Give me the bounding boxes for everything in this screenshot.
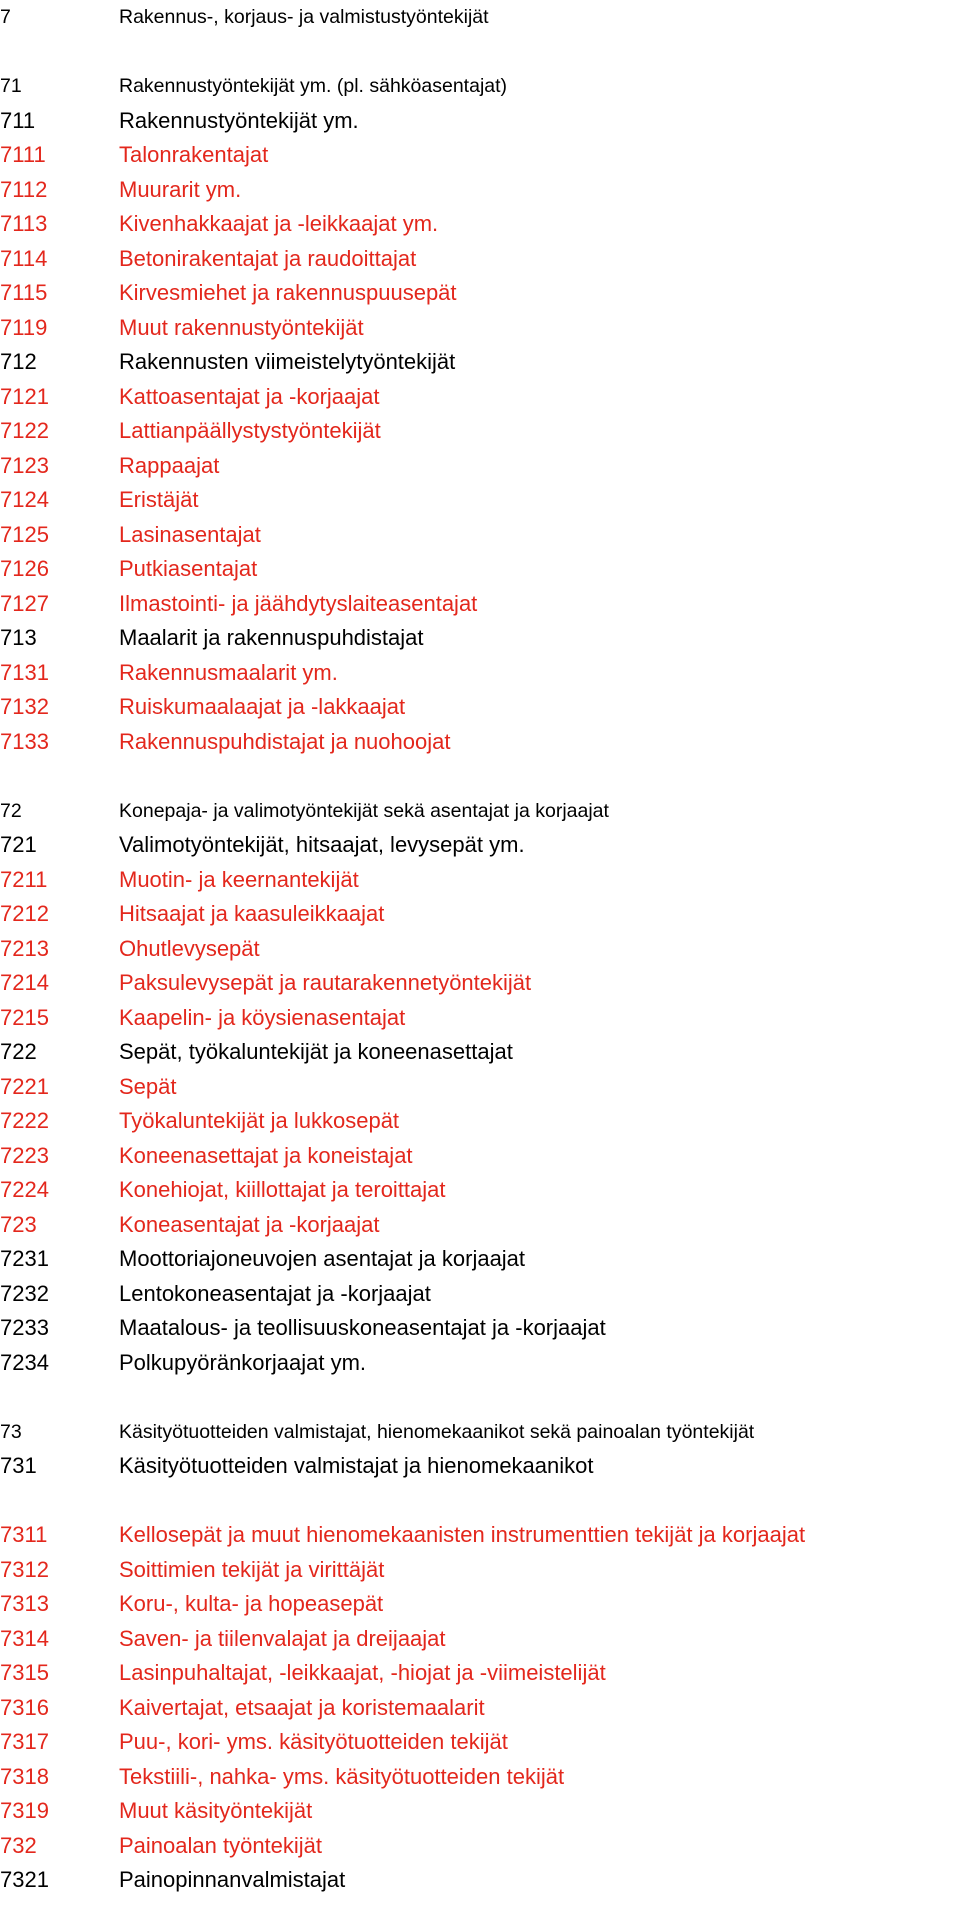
- list-item: [0, 1449, 960, 1483]
- occupation-title: Rakennustyöntekijät ym.: [119, 107, 359, 133]
- list-item: [0, 380, 960, 414]
- occupation-title: Konehiojat, kiillottajat ja teroittajat: [119, 1177, 446, 1202]
- occupation-title: Painoalan työntekijät: [119, 1832, 323, 1858]
- list-item: [0, 1587, 960, 1621]
- list-item: [0, 1070, 960, 1104]
- occupation-title: Kivenhakkaajat ja -leikkaajat ym.: [119, 211, 439, 236]
- occupation-code: 7215: [0, 1004, 49, 1030]
- list-item: [0, 1518, 960, 1552]
- list-item: [0, 621, 960, 655]
- occupation-code: 7311: [0, 1522, 48, 1547]
- occupation-title: Ruiskumaalaajat ja -lakkaajat: [119, 694, 406, 719]
- occupation-title: Kirvesmiehet ja rakennuspuusepät: [119, 280, 457, 305]
- occupation-title: Muut käsityöntekijät: [119, 1798, 313, 1823]
- list-item: [0, 828, 960, 862]
- list-item: [0, 483, 960, 517]
- occupation-title: Ohutlevysepät: [119, 935, 260, 961]
- list-item: [0, 1691, 960, 1725]
- occupation-code: 7223: [0, 1142, 49, 1168]
- list-item: [0, 1346, 960, 1380]
- list-item: [0, 1139, 960, 1173]
- occupation-title: Tekstiili-, nahka- yms. käsityötuotteiden tekijät: [119, 1763, 565, 1789]
- list-item: [0, 345, 960, 379]
- occupation-code: 7122: [0, 418, 49, 443]
- list-item: [0, 1311, 960, 1345]
- list-item: [0, 1242, 960, 1276]
- list-item: [0, 1794, 960, 1828]
- occupation-title: Soittimien tekijät ja virittäjät: [119, 1556, 385, 1582]
- occupation-title: Rakennus-, korjaus- ja valmistustyöntekijät: [119, 6, 489, 28]
- occupation-code: 7126: [0, 556, 49, 581]
- occupation-title: Kaapelin- ja köysienasentajat: [119, 1004, 406, 1030]
- list-item: [0, 656, 960, 690]
- list-item: [0, 414, 960, 448]
- list-item: [0, 1829, 960, 1863]
- occupation-code: 712: [0, 349, 37, 374]
- occupation-title: Käsityötuotteiden valmistajat ja hienomekaanikot: [119, 1453, 594, 1478]
- occupation-title: Puu-, kori- yms. käsityötuotteiden tekijät: [119, 1729, 508, 1754]
- occupation-title: Painopinnanvalmistajat: [119, 1867, 346, 1892]
- occupation-code: 7111: [0, 142, 46, 167]
- occupation-code: 7317: [0, 1729, 49, 1754]
- list-item: [0, 1035, 960, 1069]
- occupation-code: 72: [0, 799, 22, 822]
- occupation-title: Rappaajat: [119, 452, 220, 478]
- occupation-title: Hitsaajat ja kaasuleikkaajat: [119, 901, 385, 926]
- list-item: [0, 690, 960, 724]
- occupation-title: Muurarit ym.: [119, 176, 242, 202]
- occupation-code: 7316: [0, 1694, 49, 1720]
- occupation-code: 7222: [0, 1108, 49, 1133]
- occupation-title: Maalarit ja rakennuspuhdistajat: [119, 625, 424, 650]
- occupation-code: 7221: [0, 1073, 49, 1099]
- occupation-code: 7115: [0, 280, 48, 305]
- occupation-code: 7121: [0, 383, 49, 409]
- list-item: [0, 587, 960, 621]
- list-item: [0, 173, 960, 207]
- occupation-code: 7318: [0, 1763, 49, 1789]
- occupation-code: 7321: [0, 1867, 49, 1892]
- occupation-title: Rakennuspuhdistajat ja nuohoojat: [119, 728, 451, 754]
- occupation-title: Lasinasentajat: [119, 521, 261, 547]
- occupation-code: 7112: [0, 176, 48, 202]
- occupation-code: 7212: [0, 901, 49, 926]
- list-item: [0, 449, 960, 483]
- list-item: [0, 725, 960, 759]
- list-item: [0, 552, 960, 586]
- occupation-code: 7315: [0, 1660, 49, 1685]
- occupation-title: Talonrakentajat: [119, 142, 269, 167]
- occupation-code: 7125: [0, 521, 49, 547]
- occupation-code: 7: [0, 6, 11, 28]
- occupation-code: 7313: [0, 1591, 49, 1616]
- occupation-code: 713: [0, 625, 37, 650]
- occupation-code: 7312: [0, 1556, 49, 1582]
- list-item: [0, 1001, 960, 1035]
- occupation-title: Muut rakennustyöntekijät: [119, 314, 364, 340]
- occupation-code: 723: [0, 1211, 37, 1237]
- list-item: [0, 1622, 960, 1656]
- occupation-code: 721: [0, 832, 37, 857]
- occupation-code: 7119: [0, 314, 48, 340]
- list-item: [0, 1863, 960, 1897]
- list-item: [0, 518, 960, 552]
- occupation-title: Betonirakentajat ja raudoittajat: [119, 245, 417, 271]
- occupation-title: Moottoriajoneuvojen asentajat ja korjaajat: [119, 1246, 526, 1271]
- occupation-code: 7234: [0, 1349, 49, 1375]
- occupation-title: Maatalous- ja teollisuuskoneasentajat ja -korjaajat: [119, 1315, 606, 1340]
- occupation-title: Paksulevysepät ja rautarakennetyöntekijät: [119, 970, 532, 995]
- occupation-title: Lasinpuhaltajat, -leikkaajat, -hiojat ja -viimeistelijät: [119, 1660, 606, 1685]
- occupation-title: Konepaja- ja valimotyöntekijät sekä asentajat ja korjaajat: [119, 799, 609, 822]
- occupation-title: Lentokoneasentajat ja -korjaajat: [119, 1280, 431, 1306]
- list-item: [0, 863, 960, 897]
- occupation-code: 7224: [0, 1177, 49, 1202]
- occupation-code: 7131: [0, 659, 49, 685]
- occupation-code: 711: [0, 107, 36, 133]
- occupation-code: 7211: [0, 866, 48, 892]
- occupation-title: Lattianpäällystystyöntekijät: [119, 418, 381, 443]
- list-item: [0, 1104, 960, 1138]
- list-item: [0, 104, 960, 138]
- list-item: [0, 276, 960, 310]
- occupation-title: Rakennusten viimeistelytyöntekijät: [119, 349, 456, 374]
- occupation-title: Koneenasettajat ja koneistajat: [119, 1142, 413, 1168]
- list-item: [0, 0, 960, 34]
- occupation-code: 7214: [0, 970, 49, 995]
- list-item: [0, 242, 960, 276]
- occupation-code: 7114: [0, 245, 48, 271]
- occupation-title: Rakennustyöntekijät ym. (pl. sähköasentajat): [119, 75, 508, 97]
- occupation-code: 73: [0, 1420, 22, 1443]
- occupation-title: Koneasentajat ja -korjaajat: [119, 1211, 380, 1237]
- occupation-title: Ilmastointi- ja jäähdytyslaiteasentajat: [119, 590, 478, 616]
- list-item: [0, 1725, 960, 1759]
- list-item: [0, 1173, 960, 1207]
- occupation-code: 7319: [0, 1798, 49, 1823]
- occupation-code: 7132: [0, 694, 49, 719]
- occupation-code: 7113: [0, 211, 48, 236]
- occupation-title: Muotin- ja keernantekijät: [119, 866, 359, 892]
- occupation-title: Putkiasentajat: [119, 556, 258, 581]
- list-item: [0, 1277, 960, 1311]
- list-item: [0, 207, 960, 241]
- occupation-title: Työkaluntekijät ja lukkosepät: [119, 1108, 400, 1133]
- occupation-code: 7231: [0, 1246, 49, 1271]
- occupation-title: Käsityötuotteiden valmistajat, hienomekaanikot sekä painoalan työntekijät: [119, 1420, 755, 1443]
- occupation-code: 7123: [0, 452, 49, 478]
- occupation-title: Eristäjät: [119, 487, 199, 512]
- occupation-code: 7233: [0, 1315, 49, 1340]
- occupation-title: Kaivertajat, etsaajat ja koristemaalarit: [119, 1694, 485, 1720]
- list-item: [0, 1656, 960, 1690]
- list-item: [0, 1415, 960, 1449]
- occupation-code: 7127: [0, 590, 49, 616]
- list-item: [0, 794, 960, 828]
- occupation-code: 722: [0, 1039, 37, 1064]
- occupation-title: Sepät, työkaluntekijät ja koneenasettajat: [119, 1039, 513, 1064]
- occupation-title: Polkupyöränkorjaajat ym.: [119, 1349, 367, 1375]
- occupation-title: Koru-, kulta- ja hopeasepät: [119, 1591, 384, 1616]
- occupation-code: 7213: [0, 935, 49, 961]
- occupation-title: Valimotyöntekijät, hitsaajat, levysepät ym.: [119, 832, 525, 857]
- occupation-code: 7314: [0, 1625, 49, 1651]
- occupation-code: 7124: [0, 487, 49, 512]
- occupation-title: Saven- ja tiilenvalajat ja dreijaajat: [119, 1625, 446, 1651]
- occupation-code: 731: [0, 1453, 37, 1478]
- list-item: [0, 1208, 960, 1242]
- list-item: [0, 897, 960, 931]
- occupation-code: 7232: [0, 1280, 49, 1306]
- occupation-title: Kellosepät ja muut hienomekaanisten instrumenttien tekijät ja korjaajat: [119, 1522, 806, 1547]
- occupation-code: 732: [0, 1832, 37, 1858]
- occupation-title: Kattoasentajat ja -korjaajat: [119, 383, 380, 409]
- list-item: [0, 69, 960, 103]
- list-item: [0, 1760, 960, 1794]
- list-item: [0, 138, 960, 172]
- list-item: [0, 932, 960, 966]
- list-item: [0, 1553, 960, 1587]
- occupation-code: 7133: [0, 728, 49, 754]
- occupation-code: 71: [0, 75, 22, 97]
- list-item: [0, 966, 960, 1000]
- occupation-title: Rakennusmaalarit ym.: [119, 659, 338, 685]
- list-item: [0, 311, 960, 345]
- occupation-title: Sepät: [119, 1073, 177, 1099]
